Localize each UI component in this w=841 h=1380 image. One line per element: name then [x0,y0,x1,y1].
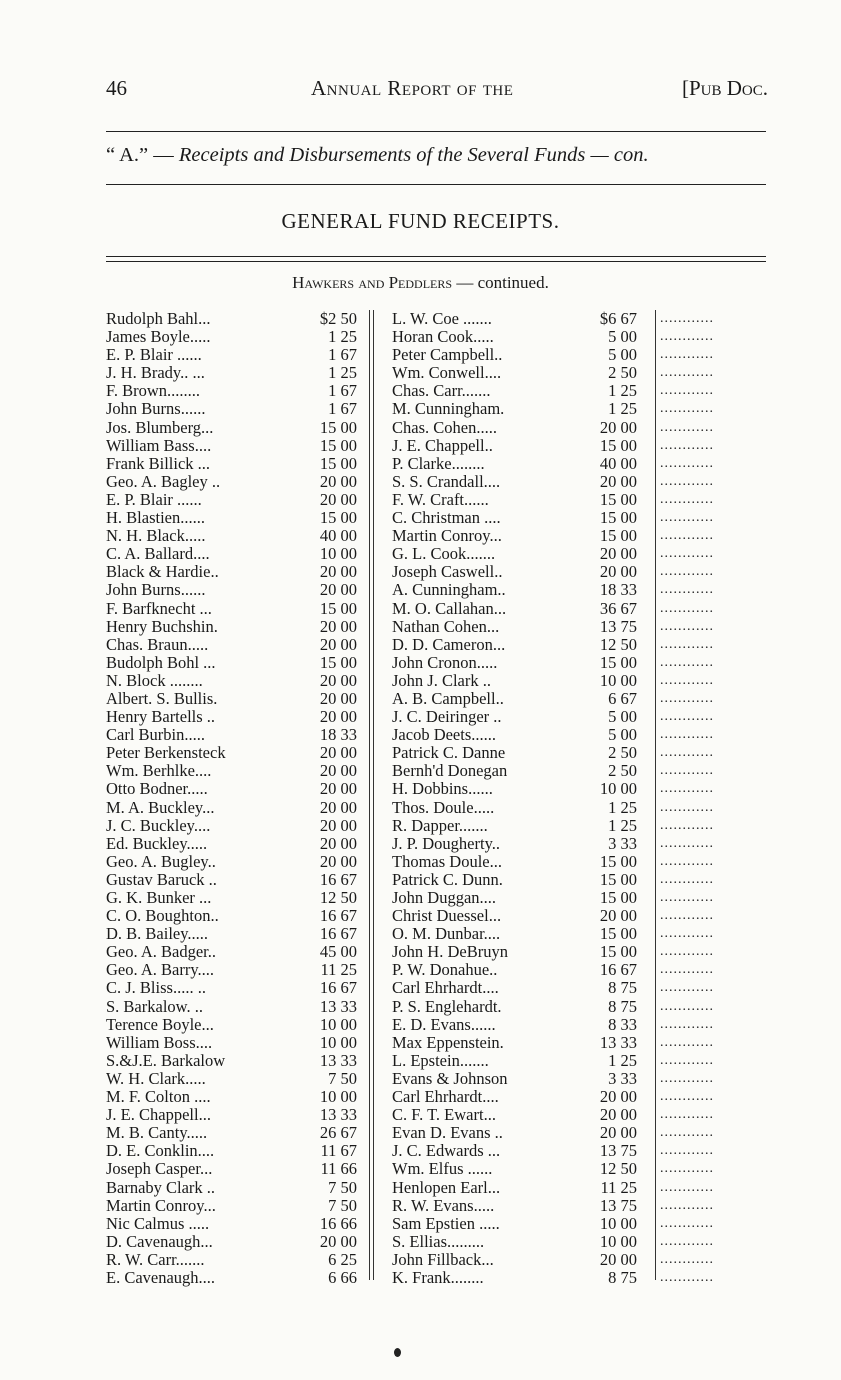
entry-amount: 20 00 [599,906,637,926]
entry-amount: 2 50 [608,743,637,763]
dot-leader: ............ [660,1233,714,1249]
entry-name: R. Dapper....... [392,815,488,835]
entry-amount: 18 33 [319,725,357,745]
dot-leader: ............ [660,1143,714,1159]
entry-amount: 20 00 [319,851,357,871]
entry-name: John Duggan.... [392,888,497,907]
entry-name: Carl Burbin..... [106,725,205,745]
entry-name: Gustav Baruck .. [106,869,217,889]
entry-name: C. A. Ballard.... [106,544,210,564]
entry-amount: 15 00 [319,453,357,473]
entry-name: P. Clarke........ [392,453,485,473]
dot-leader: ............ [660,455,714,471]
entry-amount: 8 75 [608,978,637,998]
entry-name: Otto Bodner..... [106,779,208,799]
entry-name: J. C. Deiringer .. [392,707,502,727]
entry-amount: 16 67 [319,978,357,998]
entry-name: F. Barfknecht ... [106,598,212,618]
entry-name: William Boss.... [106,1032,213,1052]
entry-amount: 15 00 [599,652,637,672]
entry-name: Max Eppenstein. [392,1032,504,1052]
dot-leader: ............ [660,654,714,670]
dot-leader: ............ [660,817,714,833]
entry-name: A. B. Campbell.. [392,688,504,708]
entry-name: Sam Epstien ..... [392,1213,500,1233]
entry-name: Wm. Conwell.... [392,363,502,383]
entry-name: H. Dobbins...... [392,779,493,799]
entry-amount: 7 50 [328,1177,357,1197]
entry-amount: 20 00 [599,417,637,437]
entry-name: C. Christman .... [392,508,501,528]
entry-name: N. Block ........ [106,670,203,690]
entry-amount: 45 00 [319,942,357,962]
entry-name: Geo. A. Badger.. [106,942,216,962]
rule-double-2 [106,261,766,262]
entry-name: R. W. Evans..... [392,1195,495,1215]
entry-amount: 1 25 [328,327,357,347]
entry-amount: 11 66 [320,1159,357,1179]
entry-amount: 5 00 [608,327,637,347]
entry-amount: 1 25 [608,797,637,817]
entry-amount: 40 00 [319,526,357,546]
entry-name: P. S. Englehardt. [392,996,502,1016]
dot-leader: ............ [660,835,714,851]
entry-amount: 20 00 [319,670,357,690]
dot-leader: ............ [660,528,714,544]
dot-leader: ............ [660,311,714,326]
entry-name: M. A. Buckley... [106,797,215,817]
entry-amount: 20 00 [599,1087,637,1107]
entry-amount: 15 00 [599,942,637,962]
dot-leader: ............ [660,383,714,399]
entry-name: Thos. Doule..... [392,797,495,817]
document-label: [Pub Doc. [681,76,768,100]
column-divider-2 [373,310,374,1280]
entry-name: J. P. Dougherty.. [392,833,501,853]
dot-leader: ............ [660,329,714,345]
entry-amount: 20 00 [319,634,357,654]
entry-amount: 13 75 [599,1141,637,1161]
entry-name: L. W. Coe ....... [392,309,492,328]
entry-amount: 7 50 [328,1068,357,1088]
entry-amount: 20 00 [319,743,357,763]
dot-leader: ............ [660,600,714,616]
dot-leader: ............ [660,1070,714,1086]
entry-amount: 20 00 [599,1123,637,1143]
entry-name: J. H. Brady.. ... [106,363,205,383]
entry-amount: 36 67 [599,598,637,618]
entry-amount: 1 25 [328,363,357,383]
entry-amount: 6 25 [328,1249,357,1269]
rule-double-1 [106,256,766,257]
entry-amount: 5 00 [608,345,637,365]
entry-amount: 13 75 [599,1195,637,1215]
dot-leader: ............ [660,510,714,526]
entry-name: S.&J.E. Barkalow [106,1050,226,1070]
entry-amount: 12 50 [599,634,637,654]
page-bullet [394,1348,401,1357]
entry-amount: 8 75 [608,1267,637,1287]
dot-leader: ............ [660,1125,714,1141]
entry-amount: 16 67 [599,960,637,980]
entry-name: John Burns...... [106,399,206,419]
entry-name: Geo. A. Barry.... [106,960,214,980]
entry-name: M. F. Colton .... [106,1087,211,1107]
entry-name: O. M. Dunbar.... [392,924,501,944]
entry-name: W. H. Clark..... [106,1068,206,1088]
rule-top [106,131,766,132]
dot-leader: ............ [660,998,714,1014]
entry-amount: 20 00 [319,815,357,835]
entry-name: Evan D. Evans .. [392,1123,503,1143]
entry-amount: 10 00 [599,779,637,799]
section-label: Hawkers and Peddlers [292,273,453,292]
entry-amount: 7 50 [328,1195,357,1215]
entry-name: F. W. Craft...... [392,489,489,509]
entry-amount: 15 00 [599,851,637,871]
dot-leader: ............ [660,618,714,634]
entry-name: Chas. Cohen..... [392,417,497,437]
entry-name: L. Epstein....... [392,1050,489,1070]
entry-amount: 1 25 [608,381,637,401]
entry-name: Chas. Carr....... [392,381,491,401]
entry-amount: 20 00 [319,471,357,491]
entry-name: Evans & Johnson [392,1068,508,1088]
running-title: Annual Report of the [311,76,514,100]
entry-amount: 20 00 [599,562,637,582]
entry-name: Jos. Blumberg... [106,417,214,437]
entry-amount: 15 00 [599,869,637,889]
entry-amount: 15 00 [599,924,637,944]
entry-name: Nathan Cohen... [392,616,500,636]
entry-amount: 20 00 [319,489,357,509]
entry-amount: 11 25 [320,960,357,980]
dot-leader: ............ [660,1016,714,1032]
dot-leader: ............ [660,908,714,924]
entry-name: E. Cavenaugh.... [106,1267,216,1287]
entry-name: K. Frank........ [392,1267,484,1287]
entry-name: Peter Campbell.. [392,345,503,365]
entry-name: M. Cunningham. [392,399,505,419]
entry-name: Frank Billick ... [106,453,211,473]
dot-leader: ............ [660,473,714,489]
entry-amount: 12 50 [319,888,357,907]
entry-amount: 1 25 [608,399,637,419]
rule-middle [106,184,766,185]
entry-name: John Cronon..... [392,652,498,672]
entry-name: J. C. Buckley.... [106,815,211,835]
entry-amount: 13 33 [319,1105,357,1125]
dot-leader: ............ [660,962,714,978]
entry-name: Henry Bartells .. [106,707,216,727]
entry-amount: 3 33 [608,833,637,853]
entry-amount: 20 00 [319,616,357,636]
entry-amount: $6 67 [599,309,637,328]
dot-leader: ............ [660,890,714,905]
entry-amount: 20 00 [599,544,637,564]
dot-leader: ............ [660,401,714,417]
dot-leader: ............ [660,365,714,381]
dot-leader: ............ [660,1089,714,1105]
entry-amount: 11 25 [600,1177,637,1197]
entry-name: C. O. Boughton.. [106,906,219,926]
entry-name: Patrick C. Danne [392,743,506,763]
entry-name: John Burns...... [106,580,206,600]
entry-name: James Boyle..... [106,327,211,347]
entry-amount: 5 00 [608,707,637,727]
entry-amount: 6 66 [328,1267,357,1287]
dot-leader: ............ [660,781,714,797]
entry-amount: 15 00 [599,489,637,509]
entry-amount: 40 00 [599,453,637,473]
dot-leader: ............ [660,1034,714,1050]
page-number: 46 [106,76,127,100]
entry-amount: 20 00 [319,797,357,817]
entry-amount: 20 00 [599,1105,637,1125]
entry-amount: 6 67 [608,688,637,708]
entry-name: R. W. Carr....... [106,1249,205,1269]
dot-leader: ............ [660,1251,714,1267]
dot-leader: ............ [660,1161,714,1177]
section-suffix: — continued. [452,273,549,292]
entry-amount: 18 33 [599,580,637,600]
entry-amount: 10 00 [319,1087,357,1107]
entry-amount: 20 00 [319,562,357,582]
dot-leader: ............ [660,745,714,761]
entry-name: Geo. A. Bugley.. [106,851,216,871]
entry-amount: 15 00 [599,508,637,528]
entry-amount: 5 00 [608,725,637,745]
entry-amount: 10 00 [319,1014,357,1034]
entry-name: C. F. T. Ewart... [392,1105,496,1125]
entry-name: Terence Boyle... [106,1014,214,1034]
subtitle-text: Receipts and Disbursements of the Several Funds — con. [178,144,649,166]
entry-amount: 15 00 [599,888,637,907]
dot-leader: ............ [660,419,714,435]
entry-amount: 20 00 [599,471,637,491]
entry-name: G. L. Cook....... [392,544,496,564]
entry-amount: 11 67 [320,1141,357,1161]
entry-amount: 20 00 [319,779,357,799]
entry-amount: 1 67 [328,345,357,365]
entry-amount: 1 67 [328,381,357,401]
entry-name: Albert. S. Bullis. [106,688,218,708]
entry-amount: 20 00 [319,1231,357,1251]
entry-amount: 8 75 [608,996,637,1016]
entry-name: S. Barkalow. .. [106,996,204,1016]
entry-name: William Bass.... [106,435,212,455]
entry-name: Bernh'd Donegan [392,761,508,781]
entry-name: A. Cunningham.. [392,580,506,600]
dots-column [660,310,770,1287]
entry-amount: 13 33 [319,996,357,1016]
entry-name: Rudolph Bahl... [106,309,211,328]
entry-name: D. E. Conklin.... [106,1141,215,1161]
entry-amount: 15 00 [599,435,637,455]
entry-amount: 8 33 [608,1014,637,1034]
entry-name: Thomas Doule... [392,851,502,871]
dot-leader: ............ [660,672,714,688]
entry-name: Christ Duessel... [392,906,502,926]
entry-name: S. S. Crandall.... [392,471,501,491]
entry-name: D. B. Bailey..... [106,924,209,944]
entry-name: H. Blastien...... [106,508,205,528]
dot-leader: ............ [660,1179,714,1195]
entry-name: Barnaby Clark .. [106,1177,216,1197]
column-divider-1 [369,310,370,1280]
entry-name: N. H. Black..... [106,526,206,546]
entry-amount: 16 67 [319,869,357,889]
entry-name: Horan Cook..... [392,327,494,347]
entry-name: Wm. Elfus ...... [392,1159,493,1179]
entry-amount: $2 50 [319,309,357,328]
dot-leader: ............ [660,1052,714,1068]
subtitle-prefix: “ A.” — [106,144,179,166]
dot-leader: ............ [660,546,714,562]
entry-amount: 13 33 [599,1032,637,1052]
entry-name: Joseph Caswell.. [392,562,503,582]
entry-name: M. O. Callahan... [392,598,507,618]
entry-name: Henry Buchshin. [106,616,218,636]
entry-amount: 16 67 [319,924,357,944]
fund-title: GENERAL FUND RECEIPTS. [281,209,560,233]
dot-leader: ............ [660,491,714,507]
entry-amount: 1 67 [328,399,357,419]
entry-name: E. P. Blair ...... [106,489,202,509]
dot-leader: ............ [660,763,714,779]
entry-amount: 3 33 [608,1068,637,1088]
entry-name: Chas. Braun..... [106,634,209,654]
page-header [106,76,768,106]
dot-leader: ............ [660,564,714,580]
dot-leader: ............ [660,709,714,725]
entry-name: E. D. Evans...... [392,1014,496,1034]
entry-name: J. E. Chappell.. [392,435,493,455]
dot-leader: ............ [660,347,714,363]
entry-name: P. W. Donahue.. [392,960,498,980]
entry-amount: 2 50 [608,761,637,781]
entry-amount: 15 00 [599,526,637,546]
dot-leader: ............ [660,1197,714,1213]
entry-name: John Fillback... [392,1249,494,1269]
entry-name: Martin Conroy... [392,526,502,546]
entry-amount: 16 66 [319,1213,357,1233]
entry-name: Black & Hardie.. [106,562,219,582]
entry-amount: 20 00 [599,1249,637,1269]
entry-name: S. Ellias......... [392,1231,485,1251]
entry-amount: 10 00 [319,1032,357,1052]
dot-leader: ............ [660,871,714,887]
entry-name: Wm. Berhlke.... [106,761,212,781]
entry-name: John J. Clark .. [392,670,491,690]
entry-amount: 10 00 [319,544,357,564]
entry-name: Budolph Bohl ... [106,652,216,672]
entry-name: Geo. A. Bagley .. [106,471,221,491]
entry-name: M. B. Canty..... [106,1123,208,1143]
entry-name: Patrick C. Dunn. [392,869,503,889]
entry-name: J. E. Chappell... [106,1105,211,1125]
entry-amount: 10 00 [599,1213,637,1233]
entry-amount: 1 25 [608,815,637,835]
entry-amount: 20 00 [319,688,357,708]
entry-name: Jacob Deets...... [392,725,497,745]
entry-name: Peter Berkensteck [106,743,226,763]
section-heading [0,273,841,293]
entry-amount: 15 00 [319,598,357,618]
entry-name: J. C. Edwards ... [392,1141,501,1161]
entry-name: Carl Ehrhardt.... [392,978,499,998]
dot-leader: ............ [660,1107,714,1123]
dot-leader: ............ [660,799,714,815]
entry-name: E. P. Blair ...... [106,345,202,365]
entry-name: Nic Calmus ..... [106,1213,210,1233]
entry-amount: 20 00 [319,580,357,600]
entry-name: Ed. Buckley..... [106,833,208,853]
entry-name: Joseph Casper... [106,1159,213,1179]
entry-amount: 15 00 [319,508,357,528]
entry-amount: 16 67 [319,906,357,926]
dot-leader: ............ [660,1215,714,1231]
dot-leader: ............ [660,727,714,743]
entry-name: John H. DeBruyn [392,942,508,962]
entry-amount: 15 00 [319,435,357,455]
entry-amount: 12 50 [599,1159,637,1179]
entry-amount: 13 33 [319,1050,357,1070]
dot-leader: ............ [660,944,714,960]
table-subtitle [106,144,768,167]
dot-leader: ............ [660,690,714,706]
entry-name: Henlopen Earl... [392,1177,501,1197]
entry-name: G. K. Bunker ... [106,888,212,907]
entry-amount: 1 25 [608,1050,637,1070]
entry-amount: 2 50 [608,363,637,383]
entry-name: C. J. Bliss..... .. [106,978,206,998]
entry-amount: 20 00 [319,833,357,853]
entry-amount: 20 00 [319,761,357,781]
entry-amount: 10 00 [599,670,637,690]
entry-amount: 20 00 [319,707,357,727]
entry-amount: 10 00 [599,1231,637,1251]
dot-leader: ............ [660,582,714,598]
entry-name: Martin Conroy... [106,1195,216,1215]
dot-leader: ............ [660,636,714,652]
entry-name: F. Brown........ [106,381,201,401]
entry-amount: 13 75 [599,616,637,636]
entry-name: Carl Ehrhardt.... [392,1087,499,1107]
entry-name: D. D. Cameron... [392,634,506,654]
dot-leader: ............ [660,437,714,453]
entry-amount: 15 00 [319,417,357,437]
dot-leader: ............ [660,980,714,996]
dot-leader: ............ [660,1269,714,1285]
entry-amount: 26 67 [319,1123,357,1143]
entry-amount: 15 00 [319,652,357,672]
entry-name: D. Cavenaugh... [106,1231,213,1251]
dot-leader: ............ [660,853,714,869]
dot-leader: ............ [660,926,714,942]
column-divider-3 [655,310,656,1280]
